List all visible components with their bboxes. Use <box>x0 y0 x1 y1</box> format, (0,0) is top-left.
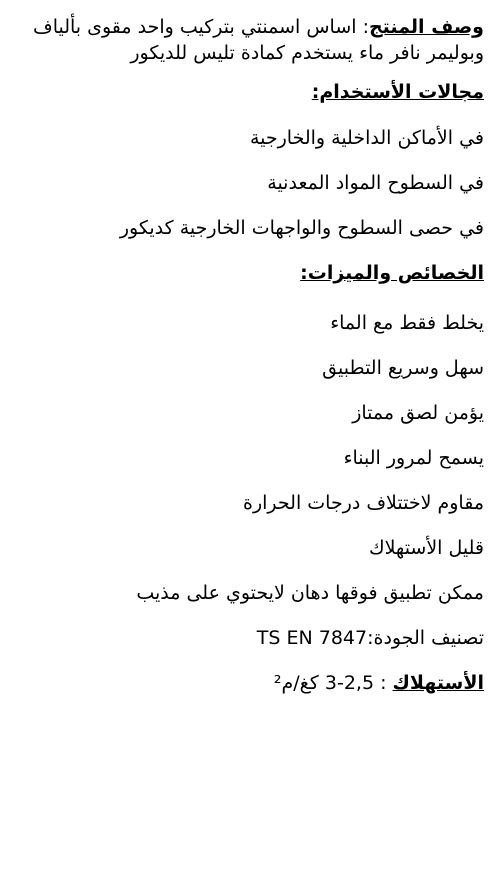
quality-label: تصنيف الجودة: <box>367 627 484 649</box>
features-heading: الخصائص والميزات: <box>300 262 484 284</box>
quality-classification <box>14 626 484 671</box>
usage-item: في السطوح المواد المعدنية <box>267 172 484 194</box>
feature-item: سهل وسريع التطبيق <box>322 357 484 379</box>
feature-item: ممكن تطبيق فوقها دهان لايحتوي على مذيب <box>136 582 484 604</box>
description-label: وصف المنتج <box>368 16 484 38</box>
product-description <box>14 14 484 66</box>
consumption-value: : 2,5-3 كغ/م² <box>273 672 393 694</box>
usage-heading: مجالات الأستخدام: <box>311 81 484 103</box>
consumption-row <box>14 671 484 716</box>
quality-value: TS EN 7847 <box>256 627 368 649</box>
feature-item: يؤمن لصق ممتاز <box>352 402 484 424</box>
feature-item: قليل الأستهلاك <box>368 537 484 559</box>
feature-item: يخلط فقط مع الماء <box>330 312 484 334</box>
product-document <box>14 14 484 716</box>
feature-item: يسمح لمرور البناء <box>343 447 484 469</box>
feature-item: مقاوم لاختتلاف درجات الحرارة <box>243 492 484 514</box>
usage-item: في الأماكن الداخلية والخارجية <box>249 127 484 149</box>
description-text-line1: اساس اسمنتي بتركيب واحد مقوى بألياف <box>33 16 363 38</box>
consumption-label: الأستهلاك <box>392 672 484 694</box>
description-text-line2: وبوليمر نافر ماء يستخدم كمادة تليس للديكور <box>130 42 484 64</box>
usage-item: في حصى السطوح والواجهات الخارجية كديكور <box>119 217 484 239</box>
description-separator: : <box>362 16 369 38</box>
